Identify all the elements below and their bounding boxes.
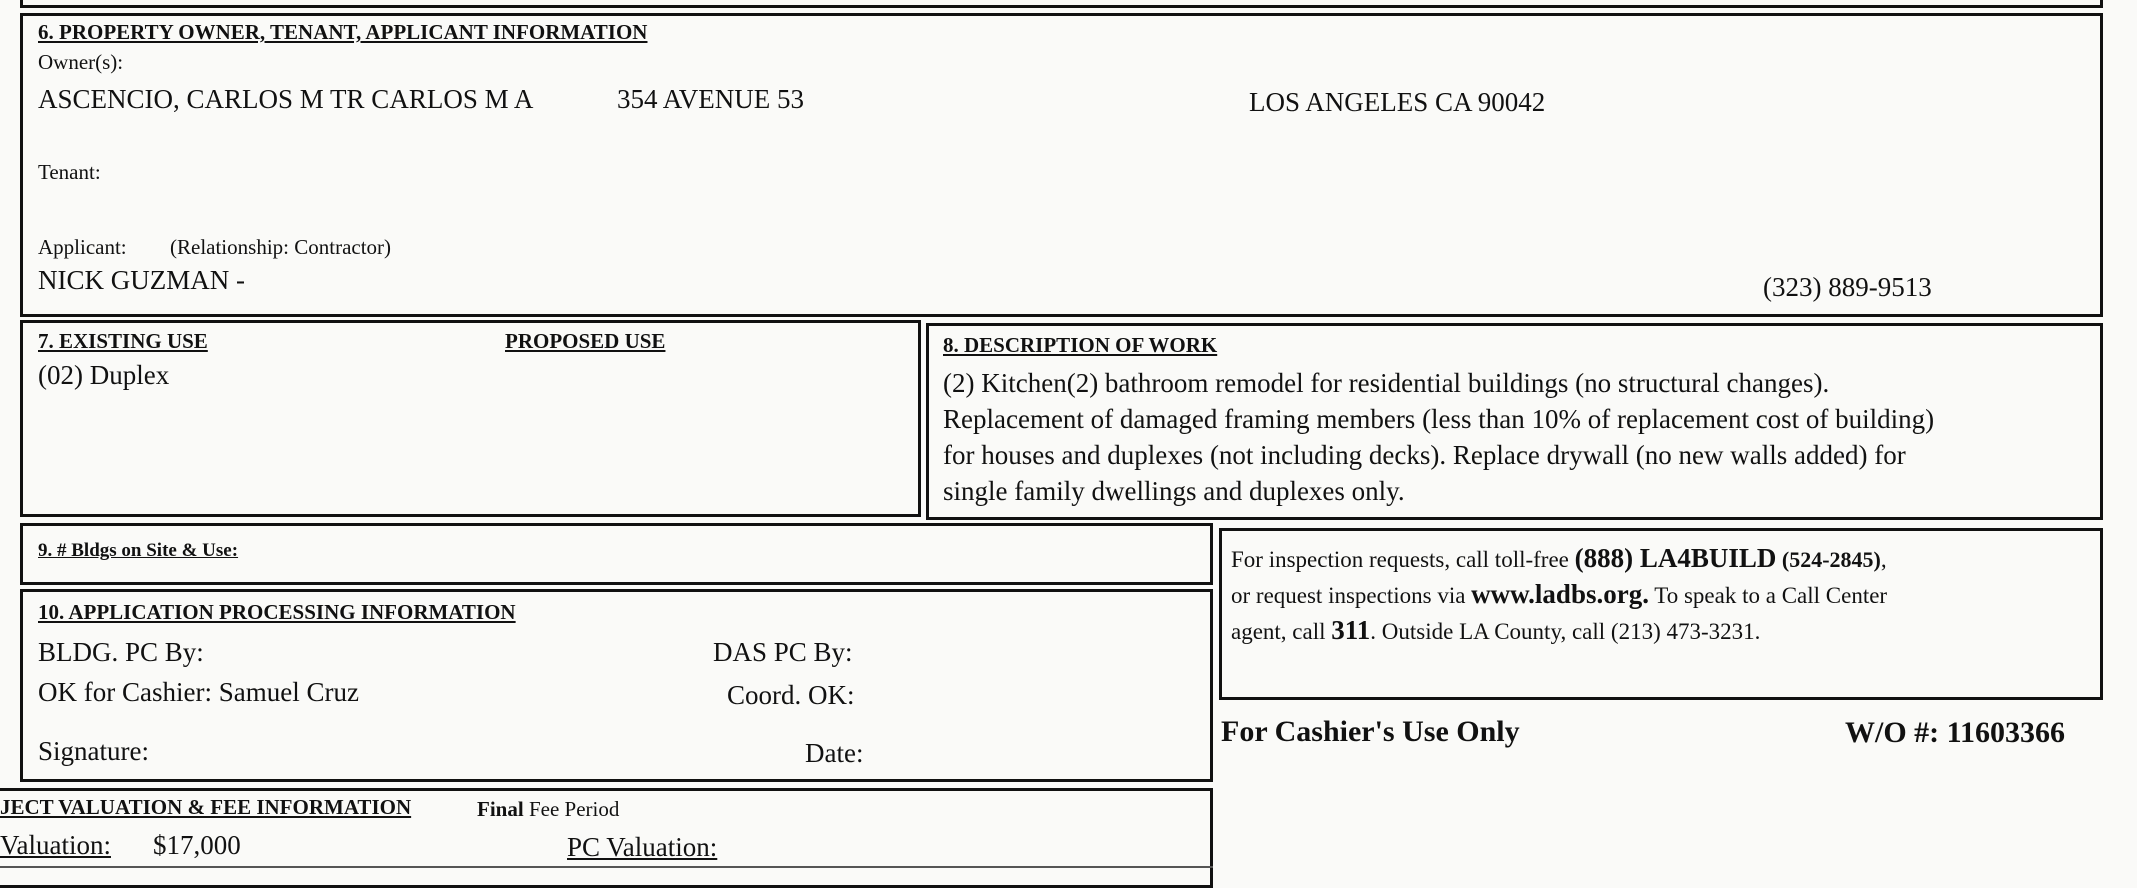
applicant-phone: (323) 889-9513 [1763,272,1932,302]
work-description-line: (2) Kitchen(2) bathroom remodel for residential buildings (no structural changes). [943,368,1830,398]
work-description [943,365,2093,509]
cashier-use-only-label: For Cashier's Use Only [1221,715,1520,748]
work-description-line: for houses and duplexes (not including decks). Replace drywall (no new walls added) for [943,440,1906,470]
work-order-number: W/O #: 11603366 [1845,716,2066,749]
previous-section-border [20,0,2103,8]
date-label: Date: [805,738,864,768]
inspection-line-1 [1231,543,1887,574]
inspection-line-3 [1231,615,1760,646]
owner-name: ASCENCIO, CARLOS M TR CARLOS M A [38,84,534,114]
das-pc-by-label: DAS PC By: [713,637,853,667]
fee-period-label [477,797,619,822]
ok-for-cashier: OK for Cashier: Samuel Cruz [38,677,359,707]
inspection-phone-digits: (524-2845) [1776,547,1881,572]
work-description-line: single family dwellings and duplexes only. [943,476,1405,506]
applicant-label: Applicant: [38,235,127,259]
final-label: Final [477,797,524,821]
bldg-pc-by-label: BLDG. PC By: [38,637,204,667]
work-description-line: Replacement of damaged framing members (less than 10% of replacement cost of building) [943,404,1935,434]
applicant-name: NICK GUZMAN - [38,265,245,295]
existing-use-value: (02) Duplex [38,360,170,390]
inspection-phone: (888) LA4BUILD [1574,543,1777,573]
signature-label: Signature: [38,736,149,766]
inspection-text: For inspection requests, call toll-free [1231,547,1575,572]
section-8-heading: 8. DESCRIPTION OF WORK [943,333,1218,357]
tenant-label: Tenant: [38,160,101,184]
section-11-heading: JECT VALUATION & FEE INFORMATION [0,795,412,819]
call-center-number: 311 [1331,615,1371,645]
valuation-divider [0,866,1213,868]
inspection-text: , [1880,547,1887,572]
owner-address: 354 AVENUE 53 [617,84,805,114]
owner-label: Owner(s): [38,50,124,74]
inspection-text: agent, call [1231,619,1332,644]
inspection-website: www.ladbs.org. [1471,579,1649,609]
applicant-relationship: (Relationship: Contractor) [170,235,392,259]
pc-valuation-label: PC Valuation: [567,832,718,862]
valuation-label: Valuation: [0,830,111,860]
section-6-heading: 6. PROPERTY OWNER, TENANT, APPLICANT INFORMATION [38,20,648,44]
valuation-value: $17,000 [153,830,241,860]
inspection-text: To speak to a Call Center [1648,583,1888,608]
coord-ok-label: Coord. OK: [727,680,855,710]
section-9-heading: 9. # Bldgs on Site & Use: [38,540,239,561]
owner-city: LOS ANGELES CA 90042 [1249,87,1546,117]
section-7-heading: 7. EXISTING USE [38,329,208,353]
proposed-use-heading: PROPOSED USE [505,329,666,353]
inspection-text: . Outside LA County, call (213) 473-3231. [1370,619,1761,644]
fee-period-text: Fee Period [523,797,620,821]
inspection-text: or request inspections via [1231,583,1472,608]
inspection-line-2 [1231,579,1887,610]
section-10-heading: 10. APPLICATION PROCESSING INFORMATION [38,600,516,624]
